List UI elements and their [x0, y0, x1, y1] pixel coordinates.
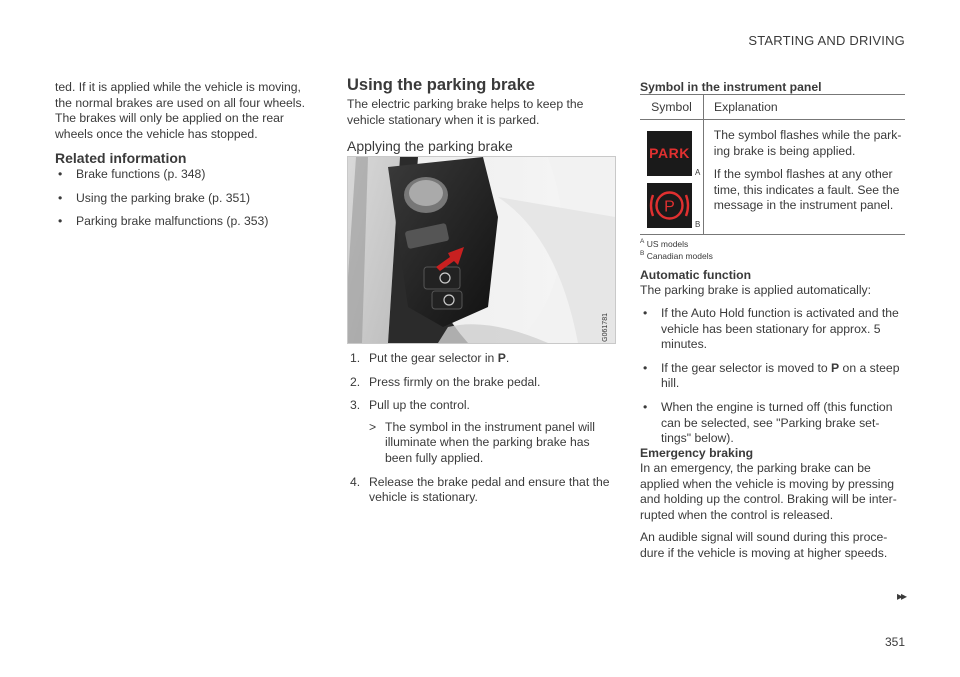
parking-brake-photo — [347, 156, 616, 344]
footnote-b-text: Canadian models — [646, 251, 713, 262]
step-number: 2. — [350, 374, 361, 389]
related-info-list — [55, 167, 320, 230]
automatic-function-title: Automatic function — [640, 268, 752, 282]
related-link-parking-brake-malfunctions[interactable]: • Parking brake malfunctions (p. 353) — [55, 214, 320, 230]
footnote-b — [640, 249, 713, 261]
explanation-cell — [704, 120, 905, 234]
step-number: 3. — [350, 398, 361, 413]
automatic-function-list — [640, 306, 905, 455]
step-item — [347, 475, 615, 506]
header-explanation: Explanation — [714, 100, 778, 114]
step-text-after: . — [505, 351, 510, 365]
automatic-item — [640, 361, 905, 392]
step-item — [347, 398, 615, 466]
footnote-a-text: US models — [646, 238, 689, 249]
page-title: Using the parking brake — [347, 76, 535, 94]
parking-brake-symbol-icon — [647, 183, 692, 228]
step-text: Put the gear selector in — [369, 351, 498, 365]
step-item — [347, 375, 615, 391]
automatic-item-text: When the engine is turned off (this function can be selected, see "Parking brake set-tings" below). — [661, 399, 893, 446]
result-text: The symbol in the instrument panel will illuminate when the parking brake has been fully applied. — [385, 419, 595, 465]
automatic-item-text: If the gear selector is moved to — [661, 360, 832, 375]
table-footnotes — [640, 237, 713, 262]
step-bold: P — [497, 351, 506, 365]
footnote-mark-b: B — [695, 220, 701, 229]
symbol-cell — [640, 120, 704, 234]
step-number: 4. — [350, 474, 361, 489]
step-text: Release the brake pedal and ensure that the vehicle is stationary. — [369, 474, 610, 505]
footnote-mark-a: A — [695, 168, 701, 177]
automatic-item — [640, 400, 905, 447]
emergency-braking-title: Emergency braking — [640, 446, 754, 460]
step-text: Press firmly on the brake pedal. — [369, 374, 541, 389]
symbol-table-row — [640, 120, 905, 235]
related-info-title: Related information — [55, 150, 187, 166]
symbol-table — [640, 94, 905, 235]
image-code: G061781 — [602, 313, 609, 342]
result-arrow: > — [369, 419, 377, 434]
parking-brake-intro: The electric parking brake helps to keep the vehicle stationary when it is parked. — [347, 97, 584, 127]
step-item — [347, 351, 615, 367]
header-symbol: Symbol — [640, 95, 704, 119]
park-symbol-icon: PARK — [647, 131, 692, 176]
automatic-item-bold: P — [831, 360, 840, 375]
related-link-using-parking-brake[interactable]: • Using the parking brake (p. 351) — [55, 191, 320, 207]
explanation-text-1: The symbol flashes while the park-ing brake is being applied. — [713, 128, 902, 158]
automatic-function-intro: The parking brake is applied automatically: — [640, 283, 872, 297]
svg-text:P: P — [664, 198, 675, 216]
symbol-section-title: Symbol in the instrument panel — [640, 80, 822, 94]
emergency-paragraph-1: In an emergency, the parking brake can be applied when the vehicle is moving by pressing and holding up the control. Braking will be inter-rupted when the control is released. — [640, 461, 897, 522]
footnote-a — [640, 237, 713, 249]
explanation-text-2: If the symbol flashes at any other time, this indicates a fault. See the message in the instrument panel. — [713, 167, 900, 213]
page-number: 351 — [884, 635, 905, 649]
step-text: Pull up the control. — [369, 398, 470, 413]
footnote-b-mark: B — [640, 250, 645, 258]
automatic-item — [640, 306, 905, 353]
intro-paragraph: ted. If it is applied while the vehicle is moving, the normal brakes are used on all four wheels. The brakes will only be applied on the rear wheels once the vehicle has stopped. — [55, 80, 305, 141]
emergency-paragraph-2: An audible signal will sound during this proce-dure if the vehicle is moving at higher speeds. — [640, 530, 888, 560]
related-info-section — [55, 150, 320, 238]
next-page-arrows-icon[interactable]: ▸▸ — [896, 589, 905, 603]
footnote-a-mark: A — [640, 238, 645, 245]
symbol-table-header — [640, 94, 905, 120]
step-result — [369, 420, 615, 467]
automatic-item-text: If the Auto Hold function is activated and the vehicle has been stationary for approx. 5 minutes. — [661, 306, 899, 352]
applying-title: Applying the parking brake — [347, 138, 513, 154]
steps-list — [347, 351, 615, 514]
related-link-brake-functions[interactable]: • Brake functions (p. 348) — [55, 167, 320, 183]
section-header: STARTING AND DRIVING — [748, 33, 905, 48]
step-number: 1. — [350, 351, 361, 365]
automatic-item-text-after: on a steep hill. — [661, 360, 900, 391]
